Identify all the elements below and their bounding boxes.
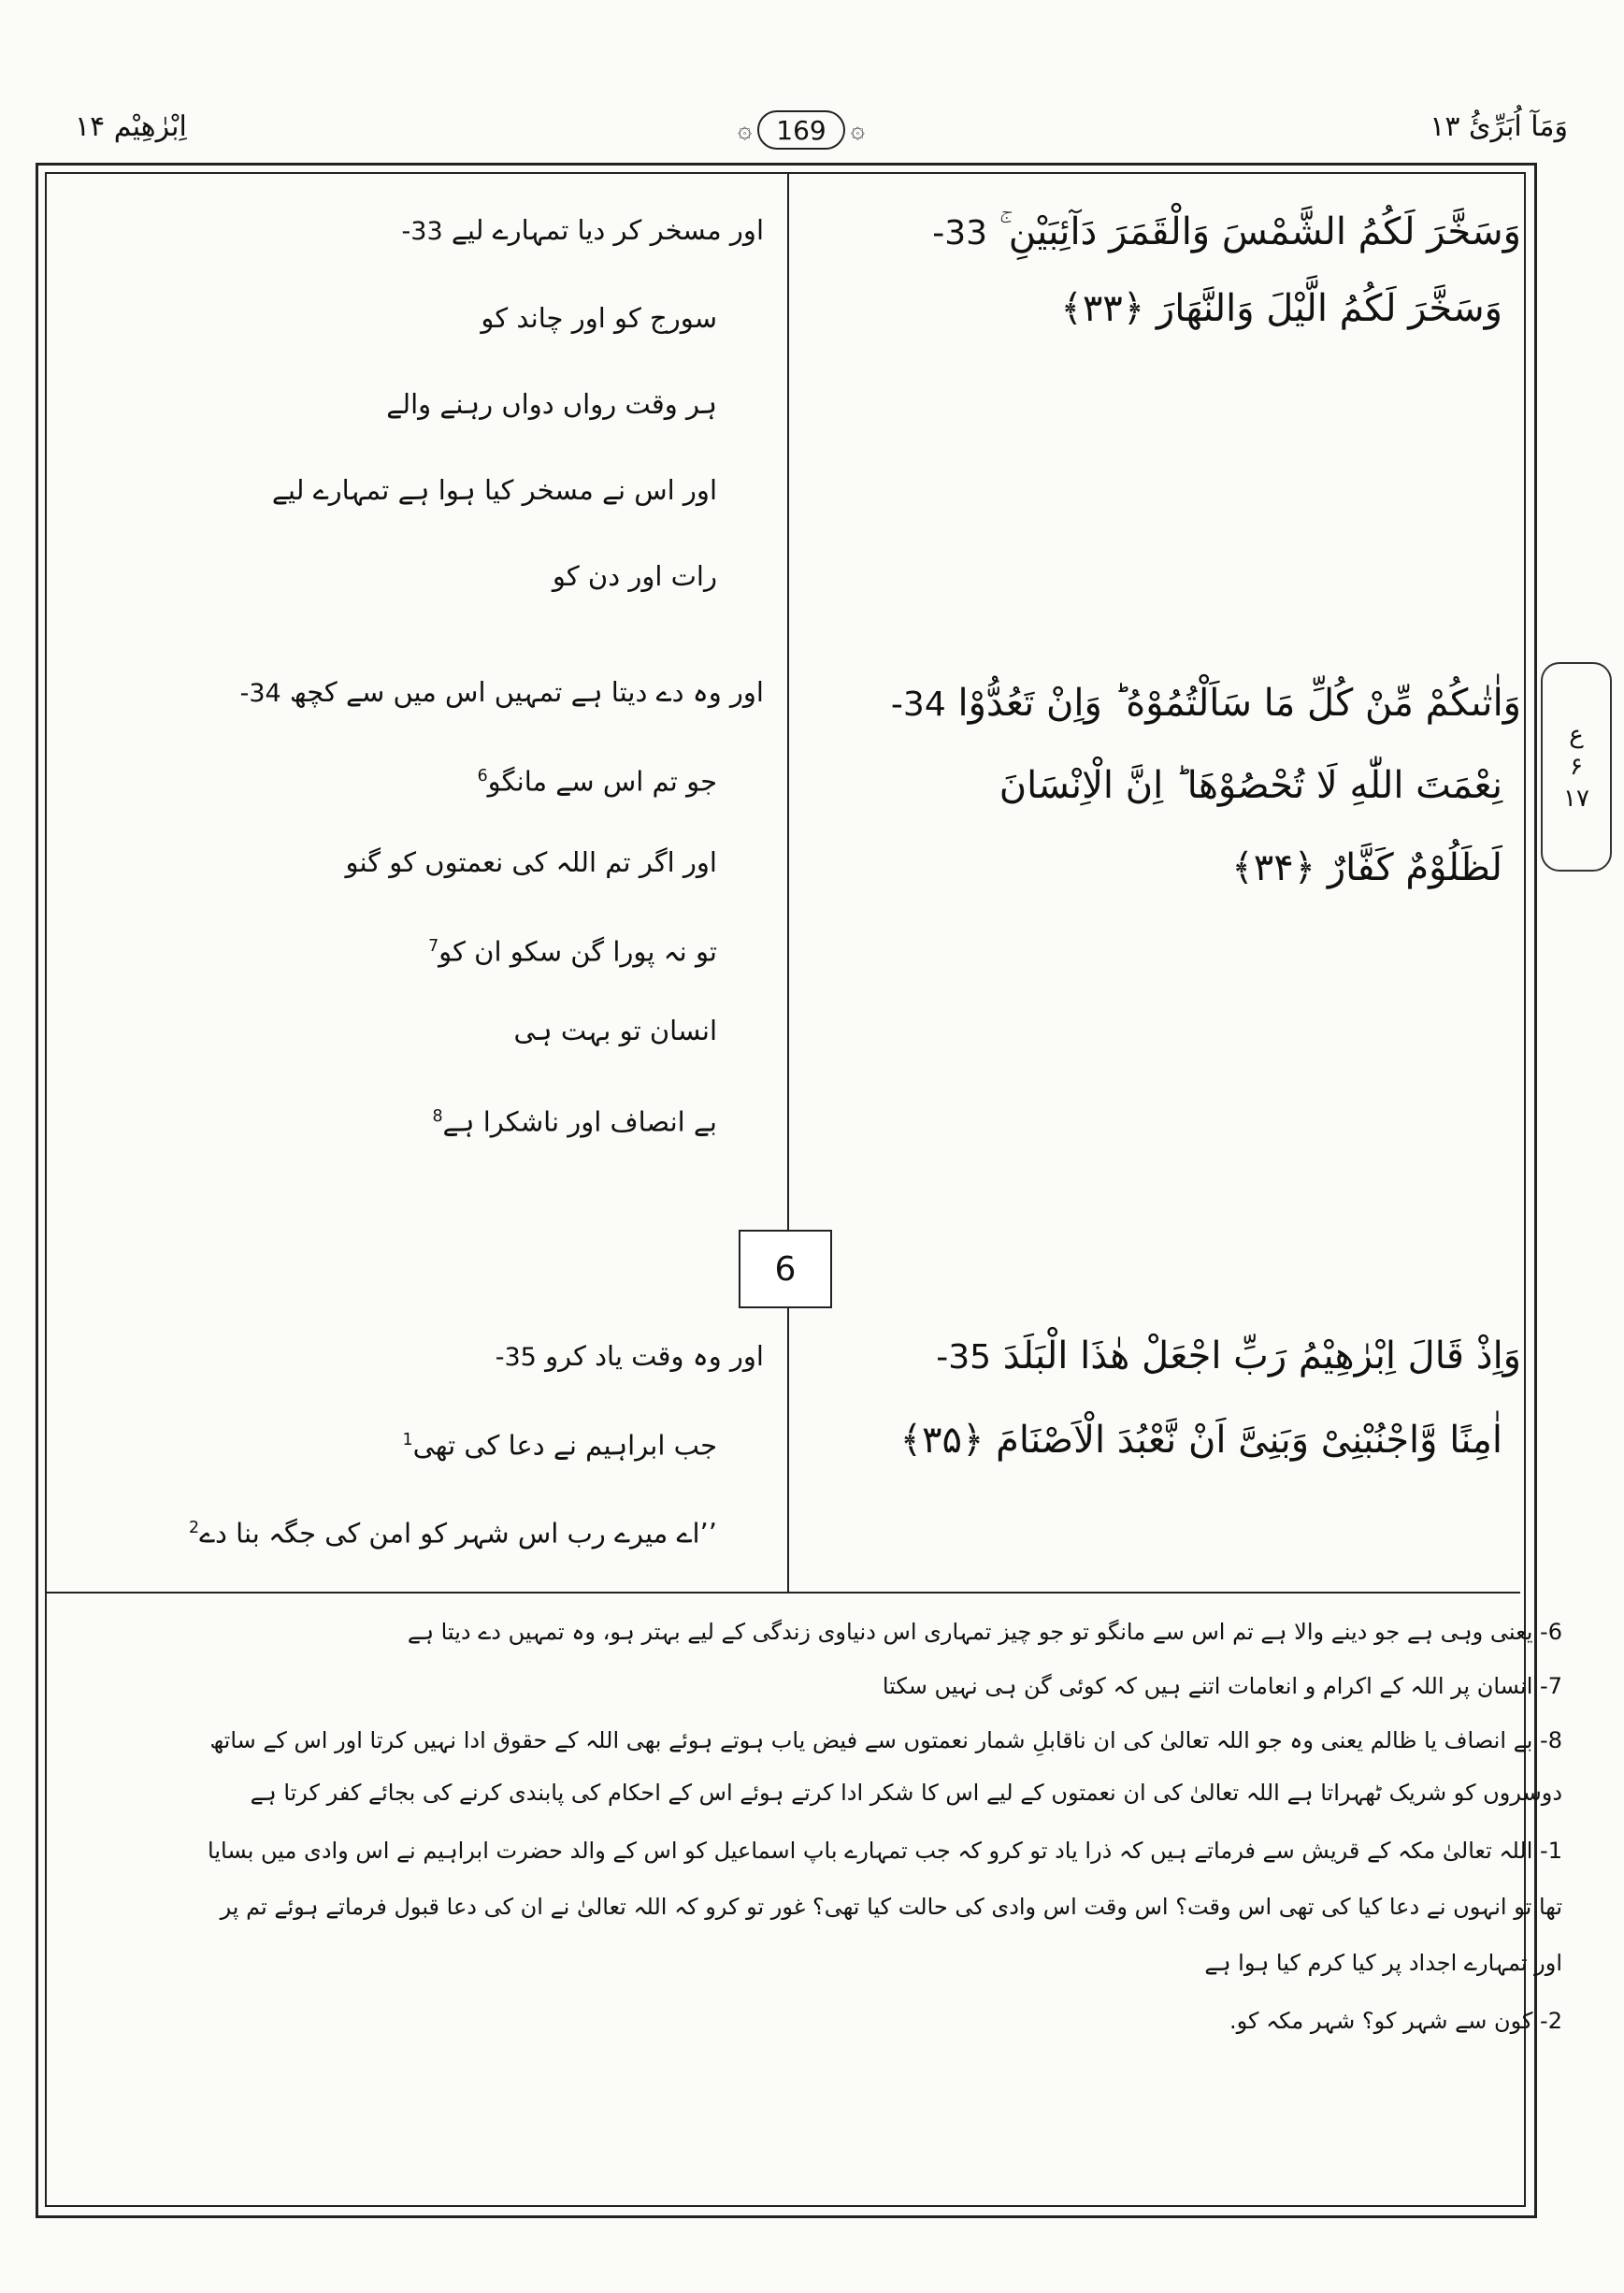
ruku-side-marker: ع ۶ ۱۷ xyxy=(1541,662,1612,872)
verse-34-translation-line-6: بے انصاف اور ناشکرا ہے$^8$ xyxy=(432,1105,717,1138)
verse-33-translation-line-4: اور اس نے مسخر کیا ہوا ہے تمہارے لیے xyxy=(271,474,717,506)
verse-33-arabic-line-2: وَسَخَّرَ لَكُمُ الَّيْلَ وَالنَّهَارَ ﴿۳۳﴾ xyxy=(1060,287,1502,330)
verse-35-translation-line-1: اور وہ وقت یاد کرو 35- xyxy=(495,1340,764,1372)
footnote-1-line-1: 1- اللہ تعالیٰ مکہ کے قریش سے فرماتے ہیں کہ ذرا یاد تو کرو کہ جب تمہارے باپ اسماعیل کو اس کے والد حضرت ابراہیم نے اس وادی میں بسایا xyxy=(208,1838,1562,1864)
column-divider xyxy=(787,174,789,1592)
footnote-7: 7- انسان پر اللہ کے اکرام و انعامات اتنے ہیں کہ کوئی گن ہی نہیں سکتا xyxy=(882,1673,1562,1699)
footnote-1-line-2: تھا تو انہوں نے دعا کیا کی تھی اس وقت؟ اس وقت اس وادی کی حالت کیا تھی؟ غور تو کرو کہ اللہ تعالیٰ نے ان کی دعا قبول فرماتے ہوئے تم پر xyxy=(220,1894,1562,1920)
footnote-6: 6- یعنی وہی ہے جو دینے والا ہے تم اس سے مانگو تو جو چیز تمہاری اس دنیاوی زندگی کے لیے بہتر ہو، وہ تمہیں دے دیتا ہے xyxy=(407,1619,1562,1645)
ornament-icon: ۞ xyxy=(850,116,865,144)
footnote-2: 2- کون سے شہر کو؟ شہر مکہ کو. xyxy=(1229,2008,1562,2034)
page-number-cartouche xyxy=(703,108,899,151)
header-surah-left: اِبْرٰهِيْم ۱۴ xyxy=(75,110,187,143)
verse-34-translation-line-1: اور وہ دے دیتا ہے تمہیں اس میں سے کچھ 34- xyxy=(239,676,764,708)
ruku-number-box: 6 xyxy=(739,1230,832,1308)
header-surah-right: وَمَآ اُبَرِّئُ ۱۳ xyxy=(1430,110,1568,143)
footnote-8-line-1: 8- بے انصاف یا ظالم یعنی وہ جو اللہ تعالیٰ کی ان ناقابلِ شمار نعمتوں سے فیض یاب ہوتے ہوئے بھی اللہ کے حقوق ادا نہیں کرتا اور اس کے ساتھ xyxy=(209,1727,1562,1753)
footnote-8-line-2: دوسروں کو شریک ٹھہراتا ہے اللہ تعالیٰ کی ان نعمتوں کے لیے اس کا شکر ادا کرتے ہوئے اس کے احکام کی پابندی کرنے کی بجائے کفر کرتا ہے xyxy=(250,1780,1562,1806)
verse-35-translation-line-2: جب ابراہیم نے دعا کی تھی$^1$ xyxy=(402,1429,717,1462)
verse-35-translation-line-3: ’’اے میرے رب اس شہر کو امن کی جگہ بنا دے$^2$ xyxy=(188,1517,717,1550)
verse-33-translation-line-1: اور مسخر کر دیا تمہارے لیے 33- xyxy=(401,214,764,246)
verse-33-translation-line-5: رات اور دن کو xyxy=(552,560,717,592)
verse-34-translation-line-2: جو تم اس سے مانگو$^6$ xyxy=(477,765,717,798)
ornament-icon: ۞ xyxy=(738,116,753,144)
footnote-divider xyxy=(47,1592,1520,1594)
verse-35-arabic-line-1: وَاِذْ قَالَ اِبْرٰهِيْمُ رَبِّ اجْعَلْ هٰذَا الْبَلَدَ 35- xyxy=(936,1334,1521,1377)
verse-34-arabic-line-2: نِعْمَتَ اللّٰهِ لَا تُحْصُوْهَا ؕ اِنَّ الْاِنْسَانَ xyxy=(999,764,1502,807)
verse-34-arabic-line-1: وَاٰتٰىكُمْ مِّنْ كُلِّ مَا سَاَلْتُمُوْهُ ؕ وَاِنْ تَعُدُّوْا 34- xyxy=(890,682,1521,725)
verse-33-translation-line-3: ہر وقت رواں دواں رہنے والے xyxy=(386,388,717,420)
footnote-1-line-3: اور تمہارے اجداد پر کیا کرم کیا ہوا ہے xyxy=(1204,1950,1562,1976)
verse-34-arabic-line-3: لَظَلُوْمٌ كَفَّارٌ ﴿۳۴﴾ xyxy=(1231,846,1502,889)
verse-33-arabic-line-1: وَسَخَّرَ لَكُمُ الشَّمْسَ وَالْقَمَرَ دَآئِبَيْنِ ۚ 33- xyxy=(932,210,1521,253)
verse-33-translation-line-2: سورج کو اور چاند کو xyxy=(481,302,717,334)
verse-35-arabic-line-2: اٰمِنًا وَّاجْنُبْنِىْ وَبَنِىَّ اَنْ نَّعْبُدَ الْاَصْنَامَ ﴿۳۵﴾ xyxy=(899,1419,1502,1462)
verse-34-translation-line-4: تو نہ پورا گن سکو ان کو$^7$ xyxy=(428,935,717,968)
verse-34-translation-line-3: اور اگر تم اللہ کی نعمتوں کو گنو xyxy=(345,846,717,878)
verse-34-translation-line-5: انسان تو بہت ہی xyxy=(513,1015,717,1046)
page-number: 169 xyxy=(757,110,844,150)
